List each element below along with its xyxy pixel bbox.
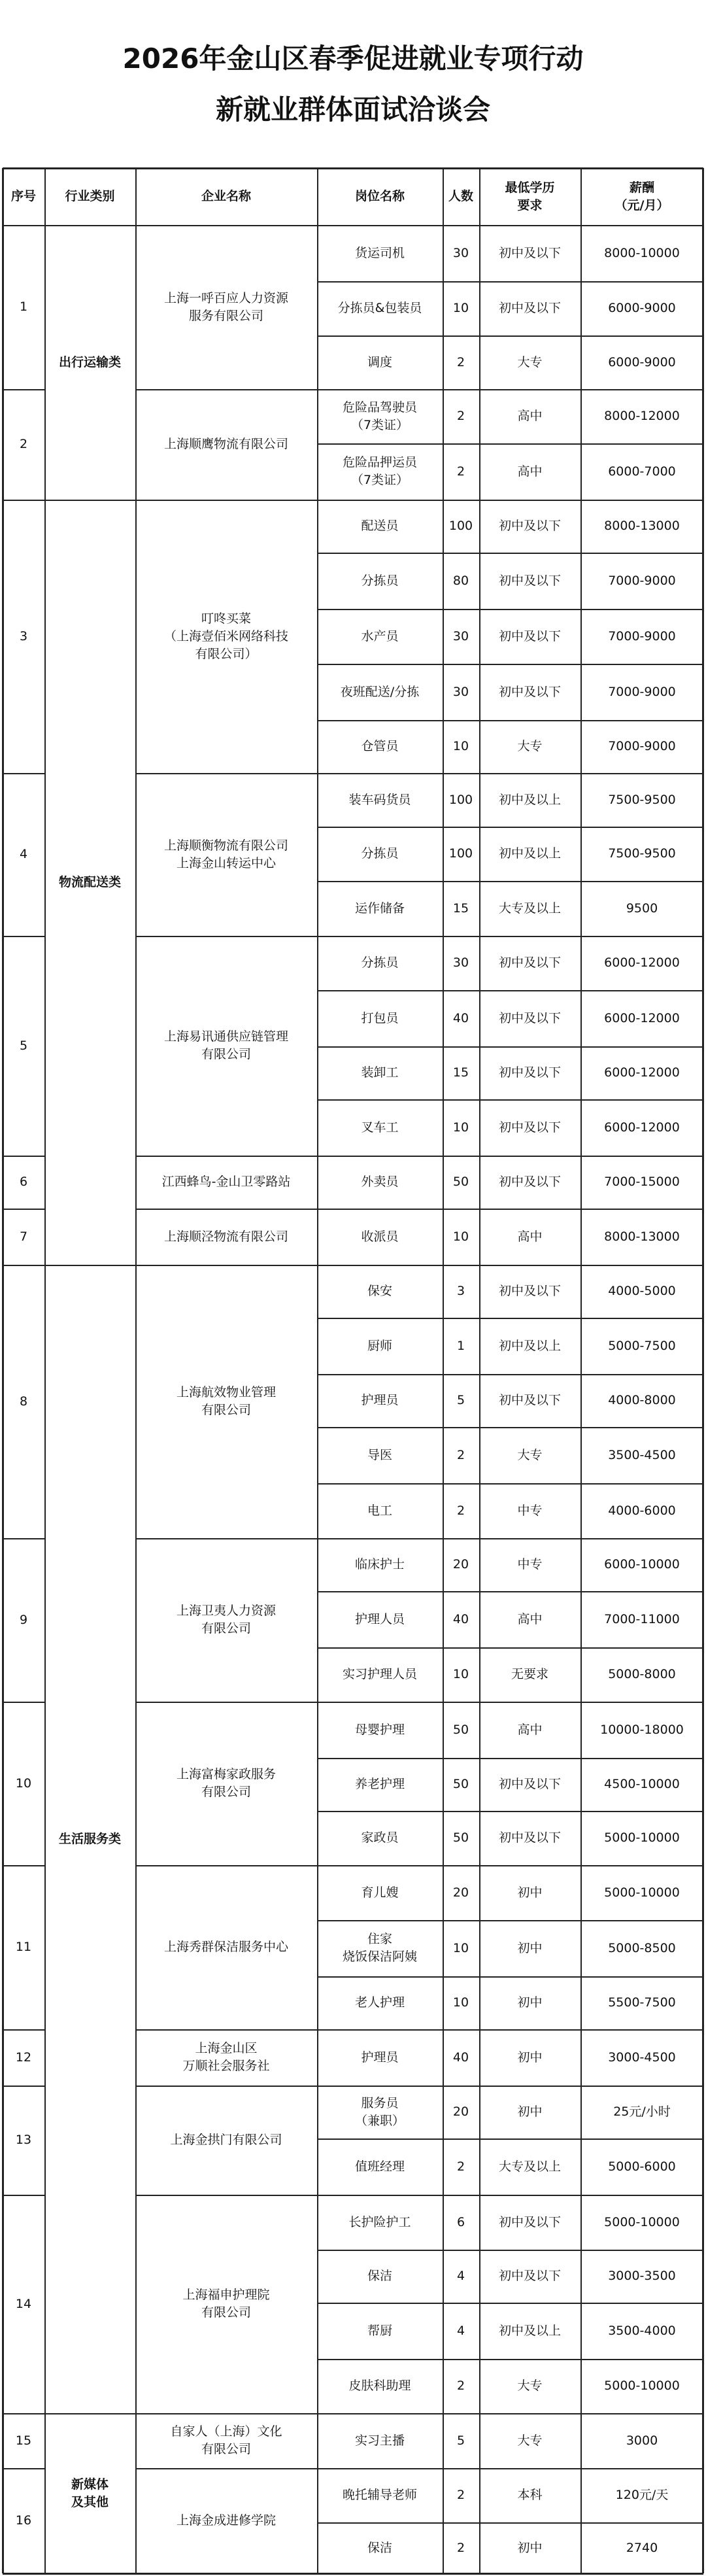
salary-cell: 4000-6000 xyxy=(608,1503,676,1518)
education-cell: 高中 xyxy=(517,1722,543,1737)
row-number-cell: 12 xyxy=(15,2050,32,2065)
grid-line xyxy=(317,1374,703,1375)
job-title-cell: 家政员 xyxy=(361,1830,399,1845)
salary-cell: 3500-4000 xyxy=(608,2323,676,2338)
company-name-cell: 上海金成进修学院 xyxy=(176,2513,276,2528)
grid-line xyxy=(317,2359,703,2360)
table-border-right xyxy=(702,168,704,2573)
headcount-cell: 5 xyxy=(456,1393,465,1407)
job-title-cell: 实习主播 xyxy=(354,2433,405,2448)
salary-cell: 2740 xyxy=(626,2540,658,2555)
education-cell: 初中及以下 xyxy=(498,1065,561,1080)
salary-cell: 120元/天 xyxy=(615,2488,669,2502)
headcount-cell: 50 xyxy=(452,1722,469,1737)
education-cell: 初中 xyxy=(517,1940,543,1955)
salary-cell: 6000-12000 xyxy=(604,1010,680,1025)
headcount-cell: 2 xyxy=(456,1503,465,1518)
education-cell: 初中及以下 xyxy=(498,684,561,699)
job-title-cell: 危险品驾驶员 （7类证） xyxy=(342,400,417,432)
salary-cell: 6000-7000 xyxy=(608,464,676,479)
job-title-cell: 母婴护理 xyxy=(354,1722,405,1737)
company-name-cell: 上海顺鹰物流有限公司 xyxy=(163,437,288,451)
job-title-cell: 仓管员 xyxy=(361,739,399,753)
salary-cell: 3500-4500 xyxy=(608,1447,676,1462)
grid-line xyxy=(3,936,44,937)
company-name-cell: 上海金拱门有限公司 xyxy=(170,2133,282,2147)
company-name-cell: 上海顺衡物流有限公司 上海金山转运中心 xyxy=(163,838,288,870)
headcount-cell: 15 xyxy=(452,901,469,916)
row-number-cell: 15 xyxy=(15,2433,32,2448)
grid-line xyxy=(3,1265,703,1266)
headcount-cell: 2 xyxy=(456,409,465,423)
grid-line xyxy=(317,281,703,283)
headcount-cell: 10 xyxy=(452,1229,469,1244)
grid-line xyxy=(3,2468,44,2469)
job-title-cell: 帮厨 xyxy=(367,2323,392,2338)
salary-cell: 8000-13000 xyxy=(604,519,680,533)
education-cell: 初中及以上 xyxy=(498,2323,561,2338)
grid-line xyxy=(317,827,703,828)
education-cell: 高中 xyxy=(517,1611,543,1626)
headcount-cell: 10 xyxy=(452,1667,469,1681)
salary-cell: 3000 xyxy=(626,2433,658,2448)
header-category: 行业类别 xyxy=(65,189,115,203)
row-number-cell: 14 xyxy=(15,2296,32,2311)
grid-line xyxy=(317,1920,703,1921)
salary-cell: 7000-9000 xyxy=(608,739,676,753)
job-title-cell: 打包员 xyxy=(361,1010,399,1025)
grid-line xyxy=(3,2029,44,2031)
page-title: 2026年金山区春季促进就业专项行动 xyxy=(122,43,584,75)
job-title-cell: 货运司机 xyxy=(354,245,405,260)
company-name-cell: 上海卫夷人力资源 有限公司 xyxy=(176,1604,276,1636)
salary-cell: 7000-15000 xyxy=(604,1175,680,1189)
headcount-cell: 10 xyxy=(452,1120,469,1135)
salary-cell: 5500-7500 xyxy=(608,1995,676,2010)
salary-cell: 7500-9500 xyxy=(608,846,676,861)
job-title-cell: 分拣员 xyxy=(361,846,399,861)
headcount-cell: 100 xyxy=(448,792,473,807)
salary-cell: 3000-3500 xyxy=(608,2269,676,2283)
grid-line xyxy=(317,990,703,991)
row-number-cell: 6 xyxy=(19,1175,28,1189)
company-name-cell: 叮咚买菜 （上海壹佰米网络科技 有限公司） xyxy=(163,611,288,661)
headcount-cell: 2 xyxy=(456,2540,465,2555)
education-cell: 高中 xyxy=(517,1229,543,1244)
headcount-cell: 50 xyxy=(452,1175,469,1189)
row-number-cell: 10 xyxy=(15,1776,32,1791)
headcount-cell: 30 xyxy=(452,955,469,970)
salary-cell: 7000-9000 xyxy=(608,684,676,699)
row-number-cell: 11 xyxy=(15,1940,32,1954)
grid-line xyxy=(135,1156,703,1157)
grid-line xyxy=(317,664,703,665)
headcount-cell: 2 xyxy=(456,2159,465,2174)
grid-line xyxy=(317,2138,703,2140)
grid-line xyxy=(135,2468,703,2469)
grid-line xyxy=(317,609,703,610)
education-cell: 初中及以上 xyxy=(498,792,561,807)
headcount-cell: 4 xyxy=(456,2269,465,2283)
headcount-cell: 40 xyxy=(452,2050,469,2065)
category-cell: 生活服务类 xyxy=(58,1831,121,1846)
job-title-cell: 水产员 xyxy=(361,628,399,644)
grid-line xyxy=(580,168,582,2573)
headcount-cell: 10 xyxy=(452,301,469,315)
category-cell: 物流配送类 xyxy=(58,874,121,889)
category-cell: 出行运输类 xyxy=(58,354,121,369)
grid-line xyxy=(3,2195,44,2196)
salary-cell: 7000-9000 xyxy=(608,628,676,644)
salary-cell: 4500-10000 xyxy=(604,1777,680,1791)
education-cell: 初中及以下 xyxy=(498,1284,561,1298)
row-number-cell: 1 xyxy=(19,300,28,314)
row-number-cell: 4 xyxy=(19,847,28,861)
job-title-cell: 保洁 xyxy=(367,2269,392,2283)
education-cell: 初中及以下 xyxy=(498,1175,561,1189)
job-title-cell: 外卖员 xyxy=(361,1175,399,1189)
education-cell: 初中 xyxy=(517,2104,543,2119)
headcount-cell: 5 xyxy=(456,2433,465,2448)
grid-line xyxy=(135,1538,703,1539)
job-title-cell: 收派员 xyxy=(361,1229,399,1244)
education-cell: 初中及以下 xyxy=(498,1777,561,1791)
job-title-cell: 长护险护工 xyxy=(348,2214,411,2229)
salary-cell: 6000-12000 xyxy=(604,1120,680,1135)
grid-line xyxy=(3,1865,44,1866)
education-cell: 初中及以下 xyxy=(498,519,561,533)
salary-cell: 5000-10000 xyxy=(604,1885,680,1900)
salary-cell: 7000-11000 xyxy=(604,1611,680,1626)
headcount-cell: 6 xyxy=(456,2214,465,2229)
education-cell: 初中及以上 xyxy=(498,846,561,861)
category-cell: 新媒体 及其他 xyxy=(71,2477,109,2509)
grid-line xyxy=(317,2303,703,2304)
headcount-cell: 40 xyxy=(452,1010,469,1025)
table-border-left xyxy=(2,168,4,2573)
education-cell: 初中及以下 xyxy=(498,955,561,970)
grid-line xyxy=(317,1483,703,1485)
row-number-cell: 7 xyxy=(19,1229,28,1244)
salary-cell: 4000-8000 xyxy=(608,1393,676,1407)
education-cell: 大专 xyxy=(517,2433,543,2448)
salary-cell: 9500 xyxy=(626,901,658,916)
job-title-cell: 临床护士 xyxy=(354,1557,405,1571)
headcount-cell: 10 xyxy=(452,739,469,753)
salary-cell: 5000-8000 xyxy=(608,1667,676,1681)
job-title-cell: 电工 xyxy=(367,1503,392,1518)
company-name-cell: 上海金山区 万顺社会服务社 xyxy=(182,2041,270,2073)
salary-cell: 10000-18000 xyxy=(600,1722,684,1737)
job-title-cell: 保安 xyxy=(367,1284,392,1298)
job-title-cell: 装卸工 xyxy=(361,1065,399,1080)
headcount-cell: 2 xyxy=(456,354,465,369)
company-name-cell: 江西蜂鸟-金山卫零路站 xyxy=(161,1175,291,1189)
company-name-cell: 自家人（上海）文化 有限公司 xyxy=(170,2424,282,2456)
education-cell: 大专 xyxy=(517,1447,543,1462)
header-no: 序号 xyxy=(10,189,36,203)
grid-line xyxy=(317,553,703,554)
grid-line xyxy=(3,773,44,774)
education-cell: 大专及以上 xyxy=(498,2159,561,2174)
job-title-cell: 住家 烧饭保洁阿姨 xyxy=(342,1932,417,1964)
grid-line xyxy=(317,1046,703,1048)
row-number-cell: 2 xyxy=(19,437,28,451)
job-title-cell: 调度 xyxy=(367,354,392,369)
grid-line xyxy=(135,2195,703,2196)
grid-line xyxy=(3,1702,44,1703)
education-cell: 初中及以下 xyxy=(498,1120,561,1135)
education-cell: 高中 xyxy=(517,464,543,479)
headcount-cell: 30 xyxy=(452,684,469,699)
education-cell: 初中及以下 xyxy=(498,245,561,260)
headcount-cell: 10 xyxy=(452,1995,469,2010)
grid-line xyxy=(317,1976,703,1978)
education-cell: 初中 xyxy=(517,2540,543,2555)
salary-cell: 6000-9000 xyxy=(608,354,676,369)
education-cell: 中专 xyxy=(517,1557,543,1571)
job-title-cell: 运作储备 xyxy=(354,901,405,916)
headcount-cell: 50 xyxy=(452,1830,469,1845)
job-title-cell: 导医 xyxy=(367,1447,392,1462)
row-number-cell: 9 xyxy=(19,1612,28,1627)
headcount-cell: 80 xyxy=(452,573,469,588)
salary-cell: 6000-10000 xyxy=(604,1557,680,1571)
headcount-cell: 2 xyxy=(456,2379,465,2393)
grid-line xyxy=(317,335,703,337)
salary-cell: 6000-9000 xyxy=(608,301,676,315)
grid-line xyxy=(317,1099,703,1101)
grid-line xyxy=(135,1702,703,1703)
job-title-cell: 护理人员 xyxy=(354,1611,405,1626)
grid-line xyxy=(135,773,703,774)
salary-cell: 8000-10000 xyxy=(604,245,680,260)
grid-line xyxy=(317,2250,703,2251)
grid-line xyxy=(317,443,703,445)
headcount-cell: 1 xyxy=(456,1338,465,1353)
education-cell: 初中 xyxy=(517,1995,543,2010)
salary-cell: 5000-7500 xyxy=(608,1338,676,1353)
headcount-cell: 2 xyxy=(456,1447,465,1462)
grid-line xyxy=(443,168,444,2573)
header-count: 人数 xyxy=(448,189,473,203)
grid-line xyxy=(3,500,703,501)
headcount-cell: 30 xyxy=(452,245,469,260)
headcount-cell: 20 xyxy=(452,1885,469,1900)
job-title-cell: 养老护理 xyxy=(354,1777,405,1791)
job-title-cell: 服务员 （兼职） xyxy=(354,2095,405,2128)
salary-cell: 5000-8500 xyxy=(608,1940,676,1955)
job-title-cell: 夜班配送/分拣 xyxy=(340,684,420,699)
education-cell: 初中及以下 xyxy=(498,628,561,644)
header-salary: 薪酬 （元/月） xyxy=(614,180,669,213)
job-title-cell: 老人护理 xyxy=(354,1995,405,2010)
salary-cell: 5000-10000 xyxy=(604,2379,680,2393)
grid-line xyxy=(135,1209,703,1210)
header-job: 岗位名称 xyxy=(354,189,405,203)
row-number-cell: 3 xyxy=(19,628,28,644)
grid-line xyxy=(135,168,137,2573)
headcount-cell: 2 xyxy=(456,2488,465,2502)
education-cell: 无要求 xyxy=(511,1667,548,1681)
headcount-cell: 100 xyxy=(448,846,473,861)
education-cell: 大专 xyxy=(517,2379,543,2393)
salary-cell: 5000-10000 xyxy=(604,1830,680,1845)
education-cell: 大专 xyxy=(517,739,543,753)
grid-line xyxy=(135,1865,703,1866)
job-title-cell: 保洁 xyxy=(367,2540,392,2555)
salary-cell: 5000-10000 xyxy=(604,2214,680,2229)
education-cell: 初中及以上 xyxy=(498,1338,561,1353)
row-number-cell: 16 xyxy=(15,2513,32,2528)
grid-line xyxy=(317,1427,703,1428)
grid-line xyxy=(3,1156,44,1157)
grid-line xyxy=(135,936,703,937)
grid-line xyxy=(3,1538,44,1539)
job-title-cell: 分拣员 xyxy=(361,573,399,588)
company-name-cell: 上海易讯通供应链管理 有限公司 xyxy=(163,1029,288,1061)
headcount-cell: 20 xyxy=(452,1557,469,1571)
job-title-cell: 育儿嫂 xyxy=(361,1885,399,1900)
grid-line xyxy=(135,2086,703,2087)
education-cell: 初中及以下 xyxy=(498,573,561,588)
company-name-cell: 上海富梅家政服务 有限公司 xyxy=(176,1767,276,1799)
job-title-cell: 护理员 xyxy=(361,1393,399,1407)
row-number-cell: 8 xyxy=(19,1394,28,1409)
table-border-top xyxy=(3,167,703,169)
company-name-cell: 上海顺泾物流有限公司 xyxy=(163,1229,288,1244)
headcount-cell: 100 xyxy=(448,519,473,533)
salary-cell: 8000-12000 xyxy=(604,409,680,423)
grid-line xyxy=(3,389,44,390)
grid-line xyxy=(135,2029,703,2031)
salary-cell: 8000-13000 xyxy=(604,1229,680,1244)
education-cell: 本科 xyxy=(517,2488,543,2502)
education-cell: 初中 xyxy=(517,2050,543,2065)
grid-line xyxy=(3,2413,703,2414)
headcount-cell: 30 xyxy=(452,628,469,644)
grid-line xyxy=(135,389,703,390)
education-cell: 初中及以下 xyxy=(498,2269,561,2283)
job-title-cell: 皮肤科助理 xyxy=(348,2379,411,2393)
grid-line xyxy=(317,881,703,882)
education-cell: 中专 xyxy=(517,1503,543,1518)
row-number-cell: 5 xyxy=(19,1038,28,1053)
grid-line xyxy=(3,1209,44,1210)
job-title-cell: 晚托辅导老师 xyxy=(342,2488,417,2502)
salary-cell: 6000-12000 xyxy=(604,1065,680,1080)
grid-line xyxy=(317,1591,703,1592)
grid-line xyxy=(317,1811,703,1812)
salary-cell: 4000-5000 xyxy=(608,1284,676,1298)
headcount-cell: 40 xyxy=(452,1611,469,1626)
grid-line xyxy=(44,168,46,2573)
job-title-cell: 分拣员&包装员 xyxy=(337,301,422,315)
grid-line xyxy=(317,1758,703,1759)
grid-line xyxy=(317,168,318,2573)
job-title-cell: 配送员 xyxy=(361,519,399,533)
education-cell: 初中及以下 xyxy=(498,1010,561,1025)
headcount-cell: 10 xyxy=(452,1940,469,1955)
company-name-cell: 上海航效物业管理 有限公司 xyxy=(176,1385,276,1417)
grid-line xyxy=(3,225,703,226)
job-title-cell: 分拣员 xyxy=(361,955,399,970)
job-title-cell: 值班经理 xyxy=(354,2159,405,2174)
headcount-cell: 50 xyxy=(452,1777,469,1791)
grid-line xyxy=(317,2522,703,2524)
company-name-cell: 上海一呼百应人力资源 服务有限公司 xyxy=(163,290,288,323)
job-title-cell: 实习护理人员 xyxy=(342,1667,417,1681)
job-title-cell: 护理员 xyxy=(361,2050,399,2065)
grid-line xyxy=(317,1318,703,1319)
salary-cell: 5000-6000 xyxy=(608,2159,676,2174)
education-cell: 大专及以上 xyxy=(498,901,561,916)
education-cell: 大专 xyxy=(517,354,543,369)
job-title-cell: 厨师 xyxy=(367,1338,392,1353)
grid-line xyxy=(479,168,480,2573)
row-number-cell: 13 xyxy=(15,2133,32,2147)
headcount-cell: 15 xyxy=(452,1065,469,1080)
salary-cell: 6000-12000 xyxy=(604,955,680,970)
job-title-cell: 叉车工 xyxy=(361,1120,399,1135)
job-title-cell: 危险品押运员 （7类证） xyxy=(342,455,417,487)
grid-line xyxy=(317,720,703,721)
header-education: 最低学历 要求 xyxy=(505,180,555,213)
headcount-cell: 20 xyxy=(452,2104,469,2119)
education-cell: 初中 xyxy=(517,1885,543,1900)
grid-line xyxy=(317,1647,703,1649)
education-cell: 初中及以下 xyxy=(498,2214,561,2229)
headcount-cell: 3 xyxy=(456,1284,465,1298)
salary-cell: 25元/小时 xyxy=(613,2104,671,2119)
table-border-bottom xyxy=(3,2573,703,2575)
page-subtitle: 新就业群体面试洽谈会 xyxy=(215,94,490,126)
grid-line xyxy=(3,2086,44,2087)
education-cell: 初中及以下 xyxy=(498,301,561,315)
education-cell: 初中及以下 xyxy=(498,1393,561,1407)
salary-cell: 7000-9000 xyxy=(608,573,676,588)
header-company: 企业名称 xyxy=(201,189,251,203)
company-name-cell: 上海福申护理院 有限公司 xyxy=(182,2288,270,2320)
education-cell: 初中及以下 xyxy=(498,1830,561,1845)
company-name-cell: 上海秀群保洁服务中心 xyxy=(163,1940,288,1954)
salary-cell: 7500-9500 xyxy=(608,792,676,807)
headcount-cell: 2 xyxy=(456,464,465,479)
salary-cell: 3000-4500 xyxy=(608,2050,676,2065)
job-title-cell: 装车码货员 xyxy=(348,792,411,807)
headcount-cell: 4 xyxy=(456,2323,465,2338)
education-cell: 高中 xyxy=(517,409,543,423)
